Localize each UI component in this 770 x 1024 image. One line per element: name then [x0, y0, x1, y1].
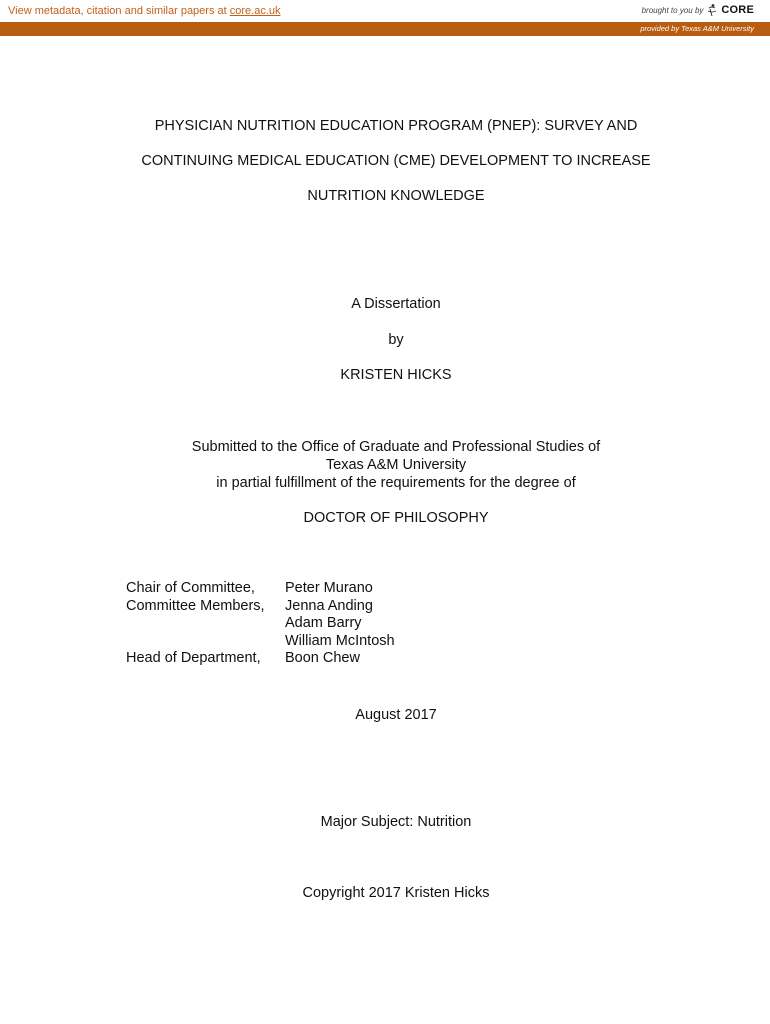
- brought-to-you-text: brought to you by: [641, 5, 704, 15]
- committee-chair-row: [126, 580, 395, 598]
- submission-line-1: Submitted to the Office of Graduate and Professional Studies of: [191, 439, 601, 455]
- view-metadata-text: View metadata, citation and similar papers at: [8, 5, 230, 17]
- core-banner: [0, 0, 770, 22]
- submission-line-3: in partial fulfillment of the requirements for the degree of: [216, 475, 576, 491]
- role-spacer: [126, 615, 285, 633]
- view-metadata-link[interactable]: [8, 5, 281, 17]
- degree: DOCTOR OF PHILOSOPHY: [303, 510, 489, 526]
- date: August 2017: [355, 707, 437, 723]
- title-line-3: NUTRITION KNOWLEDGE: [307, 188, 485, 204]
- chair-role: Chair of Committee,: [126, 580, 255, 596]
- head-role: Head of Department,: [126, 650, 261, 666]
- by-text: by: [388, 332, 404, 348]
- committee-head-row: [126, 650, 395, 668]
- document-type: A Dissertation: [351, 296, 441, 312]
- major-subject: Major Subject: Nutrition: [320, 814, 472, 830]
- committee-members-row: [126, 598, 395, 616]
- core-ac-uk-link[interactable]: core.ac.uk: [229, 5, 281, 17]
- committee-block: [126, 580, 395, 668]
- committee-member-row: [126, 633, 395, 651]
- member-name: William McIntosh: [285, 632, 395, 649]
- core-brought-by[interactable]: [642, 3, 754, 17]
- title-line-2: CONTINUING MEDICAL EDUCATION (CME) DEVELOPMENT TO INCREASE: [141, 153, 651, 169]
- member-name: Adam Barry: [285, 615, 362, 631]
- committee-member-row: [126, 615, 395, 633]
- author-name: KRISTEN HICKS: [340, 367, 452, 383]
- head-name: Boon Chew: [285, 650, 360, 666]
- core-provided-bar: [0, 22, 770, 36]
- core-brand: CORE: [721, 4, 754, 16]
- chair-name: Peter Murano: [285, 580, 373, 596]
- provided-by-text: provided by Texas A&M University: [640, 24, 754, 33]
- submission-line-2: Texas A&M University: [325, 457, 467, 473]
- members-role: Committee Members,: [126, 597, 265, 614]
- member-name: Jenna Anding: [285, 597, 373, 614]
- core-logo-icon: [707, 3, 717, 17]
- role-spacer: [126, 633, 285, 651]
- title-line-1: PHYSICIAN NUTRITION EDUCATION PROGRAM (PNEP): SURVEY AND: [154, 118, 638, 134]
- copyright: Copyright 2017 Kristen Hicks: [302, 885, 490, 901]
